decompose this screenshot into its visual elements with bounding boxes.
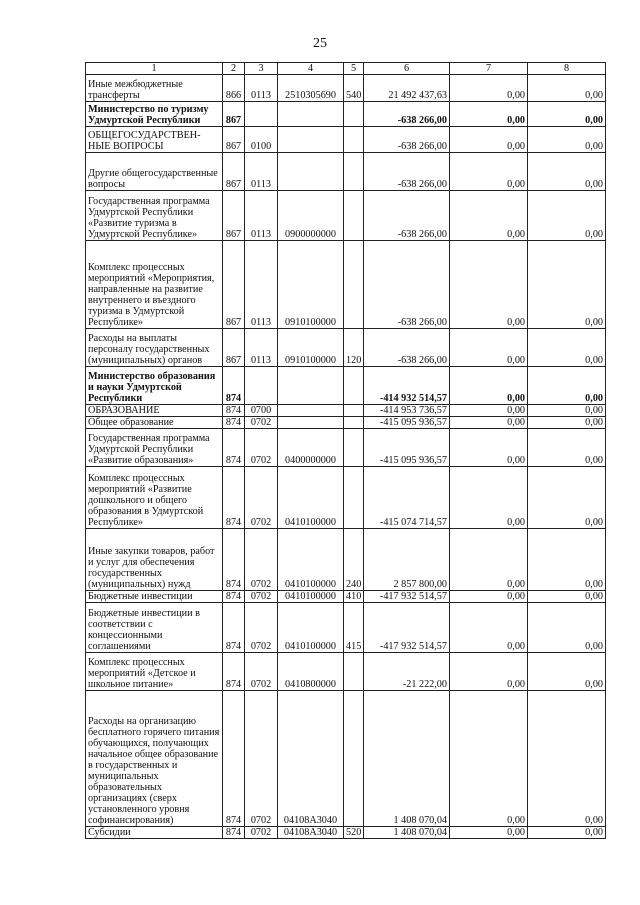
row-col8: 0,00 bbox=[528, 467, 606, 529]
row-grbs-code: 867 bbox=[223, 191, 245, 241]
row-col7: 0,00 bbox=[450, 405, 528, 417]
table-row bbox=[86, 127, 606, 153]
row-name: Комплекс процессных мероприятий «Мероприятия, направленные на развитие внутреннего и въездного туризма в Удмуртской Республике» bbox=[86, 241, 223, 329]
row-col8: 0,00 bbox=[528, 127, 606, 153]
row-target-code: 0410100000 bbox=[278, 603, 344, 653]
row-name: Расходы на выплаты персоналу государственных (муниципальных) органов bbox=[86, 329, 223, 367]
row-expense-type bbox=[344, 127, 364, 153]
row-grbs-code: 874 bbox=[223, 653, 245, 691]
row-col8: 0,00 bbox=[528, 241, 606, 329]
table-row bbox=[86, 467, 606, 529]
row-section-code: 0702 bbox=[245, 529, 278, 591]
row-col8: 0,00 bbox=[528, 191, 606, 241]
row-col7: 0,00 bbox=[450, 153, 528, 191]
row-col7: 0,00 bbox=[450, 75, 528, 102]
row-expense-type bbox=[344, 417, 364, 429]
row-grbs-code: 867 bbox=[223, 102, 245, 127]
row-sum: 1 408 070,04 bbox=[364, 691, 450, 827]
budget-table bbox=[85, 62, 606, 839]
table-row bbox=[86, 367, 606, 405]
row-col7: 0,00 bbox=[450, 241, 528, 329]
row-grbs-code: 874 bbox=[223, 467, 245, 529]
column-header-2: 2 bbox=[223, 63, 245, 75]
row-name: Бюджетные инвестиции bbox=[86, 591, 223, 603]
row-sum: -638 266,00 bbox=[364, 102, 450, 127]
row-col7: 0,00 bbox=[450, 591, 528, 603]
row-expense-type bbox=[344, 467, 364, 529]
row-target-code bbox=[278, 127, 344, 153]
row-expense-type bbox=[344, 367, 364, 405]
row-name: Другие общегосударственные вопросы bbox=[86, 153, 223, 191]
row-col8: 0,00 bbox=[528, 75, 606, 102]
row-target-code bbox=[278, 367, 344, 405]
row-expense-type: 410 bbox=[344, 591, 364, 603]
table-row bbox=[86, 75, 606, 102]
row-name: Общее образование bbox=[86, 417, 223, 429]
row-grbs-code: 874 bbox=[223, 417, 245, 429]
row-grbs-code: 874 bbox=[223, 603, 245, 653]
row-col7: 0,00 bbox=[450, 691, 528, 827]
row-col8: 0,00 bbox=[528, 591, 606, 603]
row-sum: -414 932 514,57 bbox=[364, 367, 450, 405]
row-sum: -638 266,00 bbox=[364, 329, 450, 367]
column-header-4: 4 bbox=[278, 63, 344, 75]
row-name: ОБЩЕГОСУДАРСТВЕН-НЫЕ ВОПРОСЫ bbox=[86, 127, 223, 153]
table-row bbox=[86, 691, 606, 827]
table-row bbox=[86, 153, 606, 191]
row-sum: -415 074 714,57 bbox=[364, 467, 450, 529]
row-col8: 0,00 bbox=[528, 603, 606, 653]
column-header-3: 3 bbox=[245, 63, 278, 75]
table-row bbox=[86, 429, 606, 467]
row-sum: -638 266,00 bbox=[364, 127, 450, 153]
row-name: Субсидии bbox=[86, 827, 223, 839]
table-row bbox=[86, 102, 606, 127]
column-header-5: 5 bbox=[344, 63, 364, 75]
row-target-code bbox=[278, 102, 344, 127]
row-section-code: 0702 bbox=[245, 827, 278, 839]
table-row bbox=[86, 329, 606, 367]
table-row bbox=[86, 603, 606, 653]
row-name: Бюджетные инвестиции в соответствии с концессионными соглашениями bbox=[86, 603, 223, 653]
row-expense-type bbox=[344, 153, 364, 191]
row-sum: -417 932 514,57 bbox=[364, 591, 450, 603]
row-target-code: 2510305690 bbox=[278, 75, 344, 102]
row-sum: -414 953 736,57 bbox=[364, 405, 450, 417]
table-row bbox=[86, 405, 606, 417]
row-col7: 0,00 bbox=[450, 329, 528, 367]
row-expense-type bbox=[344, 691, 364, 827]
row-col7: 0,00 bbox=[450, 429, 528, 467]
row-section-code: 0113 bbox=[245, 191, 278, 241]
row-col7: 0,00 bbox=[450, 529, 528, 591]
row-name: Государственная программа Удмуртской Республики «Развитие туризма в Удмуртской Республике» bbox=[86, 191, 223, 241]
row-section-code: 0702 bbox=[245, 417, 278, 429]
row-grbs-code: 874 bbox=[223, 367, 245, 405]
row-col7: 0,00 bbox=[450, 127, 528, 153]
row-grbs-code: 874 bbox=[223, 591, 245, 603]
row-sum: -21 222,00 bbox=[364, 653, 450, 691]
row-expense-type: 415 bbox=[344, 603, 364, 653]
column-header-6: 6 bbox=[364, 63, 450, 75]
row-section-code: 0113 bbox=[245, 329, 278, 367]
row-section-code: 0702 bbox=[245, 691, 278, 827]
row-target-code: 0910100000 bbox=[278, 241, 344, 329]
row-expense-type: 540 bbox=[344, 75, 364, 102]
column-header-1: 1 bbox=[86, 63, 223, 75]
row-name: Министерство образования и науки Удмуртской Республики bbox=[86, 367, 223, 405]
row-target-code: 0910100000 bbox=[278, 329, 344, 367]
row-target-code: 0400000000 bbox=[278, 429, 344, 467]
column-header-8: 8 bbox=[528, 63, 606, 75]
row-section-code: 0702 bbox=[245, 603, 278, 653]
row-name: Иные закупки товаров, работ и услуг для обеспечения государственных (муниципальных) нужд bbox=[86, 529, 223, 591]
row-expense-type bbox=[344, 653, 364, 691]
row-section-code bbox=[245, 367, 278, 405]
row-name: Министерство по туризму Удмуртской Республики bbox=[86, 102, 223, 127]
table-row bbox=[86, 591, 606, 603]
row-grbs-code: 866 bbox=[223, 75, 245, 102]
row-section-code: 0702 bbox=[245, 591, 278, 603]
row-sum: -638 266,00 bbox=[364, 241, 450, 329]
row-section-code: 0113 bbox=[245, 241, 278, 329]
row-grbs-code: 874 bbox=[223, 529, 245, 591]
table-body bbox=[86, 75, 606, 839]
row-col7: 0,00 bbox=[450, 367, 528, 405]
row-section-code: 0702 bbox=[245, 653, 278, 691]
row-target-code: 0410100000 bbox=[278, 529, 344, 591]
row-expense-type: 120 bbox=[344, 329, 364, 367]
row-target-code bbox=[278, 153, 344, 191]
row-grbs-code: 867 bbox=[223, 241, 245, 329]
row-col8: 0,00 bbox=[528, 691, 606, 827]
row-col8: 0,00 bbox=[528, 102, 606, 127]
row-expense-type bbox=[344, 102, 364, 127]
row-target-code: 04108А3040 bbox=[278, 827, 344, 839]
row-sum: 1 408 070,04 bbox=[364, 827, 450, 839]
row-section-code: 0702 bbox=[245, 429, 278, 467]
row-col7: 0,00 bbox=[450, 653, 528, 691]
row-expense-type: 520 bbox=[344, 827, 364, 839]
row-col7: 0,00 bbox=[450, 417, 528, 429]
row-grbs-code: 874 bbox=[223, 429, 245, 467]
row-col7: 0,00 bbox=[450, 467, 528, 529]
row-col7: 0,00 bbox=[450, 102, 528, 127]
table-row bbox=[86, 653, 606, 691]
row-col8: 0,00 bbox=[528, 827, 606, 839]
row-section-code: 0100 bbox=[245, 127, 278, 153]
row-expense-type bbox=[344, 241, 364, 329]
row-expense-type: 240 bbox=[344, 529, 364, 591]
row-target-code: 0410800000 bbox=[278, 653, 344, 691]
page-number: 25 bbox=[313, 36, 327, 51]
row-expense-type bbox=[344, 191, 364, 241]
row-grbs-code: 874 bbox=[223, 827, 245, 839]
row-col8: 0,00 bbox=[528, 367, 606, 405]
row-sum: -415 095 936,57 bbox=[364, 429, 450, 467]
row-name: ОБРАЗОВАНИЕ bbox=[86, 405, 223, 417]
row-col7: 0,00 bbox=[450, 827, 528, 839]
column-number-row bbox=[86, 63, 606, 75]
row-grbs-code: 867 bbox=[223, 127, 245, 153]
row-name: Комплекс процессных мероприятий «Детское и школьное питание» bbox=[86, 653, 223, 691]
row-col8: 0,00 bbox=[528, 417, 606, 429]
row-grbs-code: 874 bbox=[223, 691, 245, 827]
row-col8: 0,00 bbox=[528, 429, 606, 467]
row-sum: -417 932 514,57 bbox=[364, 603, 450, 653]
row-section-code: 0113 bbox=[245, 153, 278, 191]
row-target-code bbox=[278, 405, 344, 417]
row-col8: 0,00 bbox=[528, 405, 606, 417]
row-sum: -638 266,00 bbox=[364, 191, 450, 241]
row-expense-type bbox=[344, 405, 364, 417]
table-row bbox=[86, 417, 606, 429]
table-row bbox=[86, 191, 606, 241]
row-expense-type bbox=[344, 429, 364, 467]
row-sum: 2 857 800,00 bbox=[364, 529, 450, 591]
row-grbs-code: 867 bbox=[223, 329, 245, 367]
row-target-code: 0410100000 bbox=[278, 591, 344, 603]
row-grbs-code: 867 bbox=[223, 153, 245, 191]
row-sum: 21 492 437,63 bbox=[364, 75, 450, 102]
row-col8: 0,00 bbox=[528, 329, 606, 367]
row-section-code: 0700 bbox=[245, 405, 278, 417]
row-col8: 0,00 bbox=[528, 653, 606, 691]
row-target-code: 0900000000 bbox=[278, 191, 344, 241]
column-header-7: 7 bbox=[450, 63, 528, 75]
row-col8: 0,00 bbox=[528, 153, 606, 191]
row-section-code bbox=[245, 102, 278, 127]
row-grbs-code: 874 bbox=[223, 405, 245, 417]
table-row bbox=[86, 241, 606, 329]
row-col8: 0,00 bbox=[528, 529, 606, 591]
table-row bbox=[86, 827, 606, 839]
row-target-code: 04108А3040 bbox=[278, 691, 344, 827]
row-name: Государственная программа Удмуртской Республики «Развитие образования» bbox=[86, 429, 223, 467]
row-sum: -638 266,00 bbox=[364, 153, 450, 191]
row-section-code: 0702 bbox=[245, 467, 278, 529]
row-col7: 0,00 bbox=[450, 191, 528, 241]
row-target-code: 0410100000 bbox=[278, 467, 344, 529]
row-target-code bbox=[278, 417, 344, 429]
row-section-code: 0113 bbox=[245, 75, 278, 102]
row-name: Расходы на организацию бесплатного горячего питания обучающихся, получающих начальное общее образование в государственных и муниципальных образовательных организациях (сверх установленного уровня софинансирования) bbox=[86, 691, 223, 827]
row-sum: -415 095 936,57 bbox=[364, 417, 450, 429]
row-col7: 0,00 bbox=[450, 603, 528, 653]
row-name: Комплекс процессных мероприятий «Развитие дошкольного и общего образования в Удмуртской Республике» bbox=[86, 467, 223, 529]
row-name: Иные межбюджетные трансферты bbox=[86, 75, 223, 102]
table-row bbox=[86, 529, 606, 591]
